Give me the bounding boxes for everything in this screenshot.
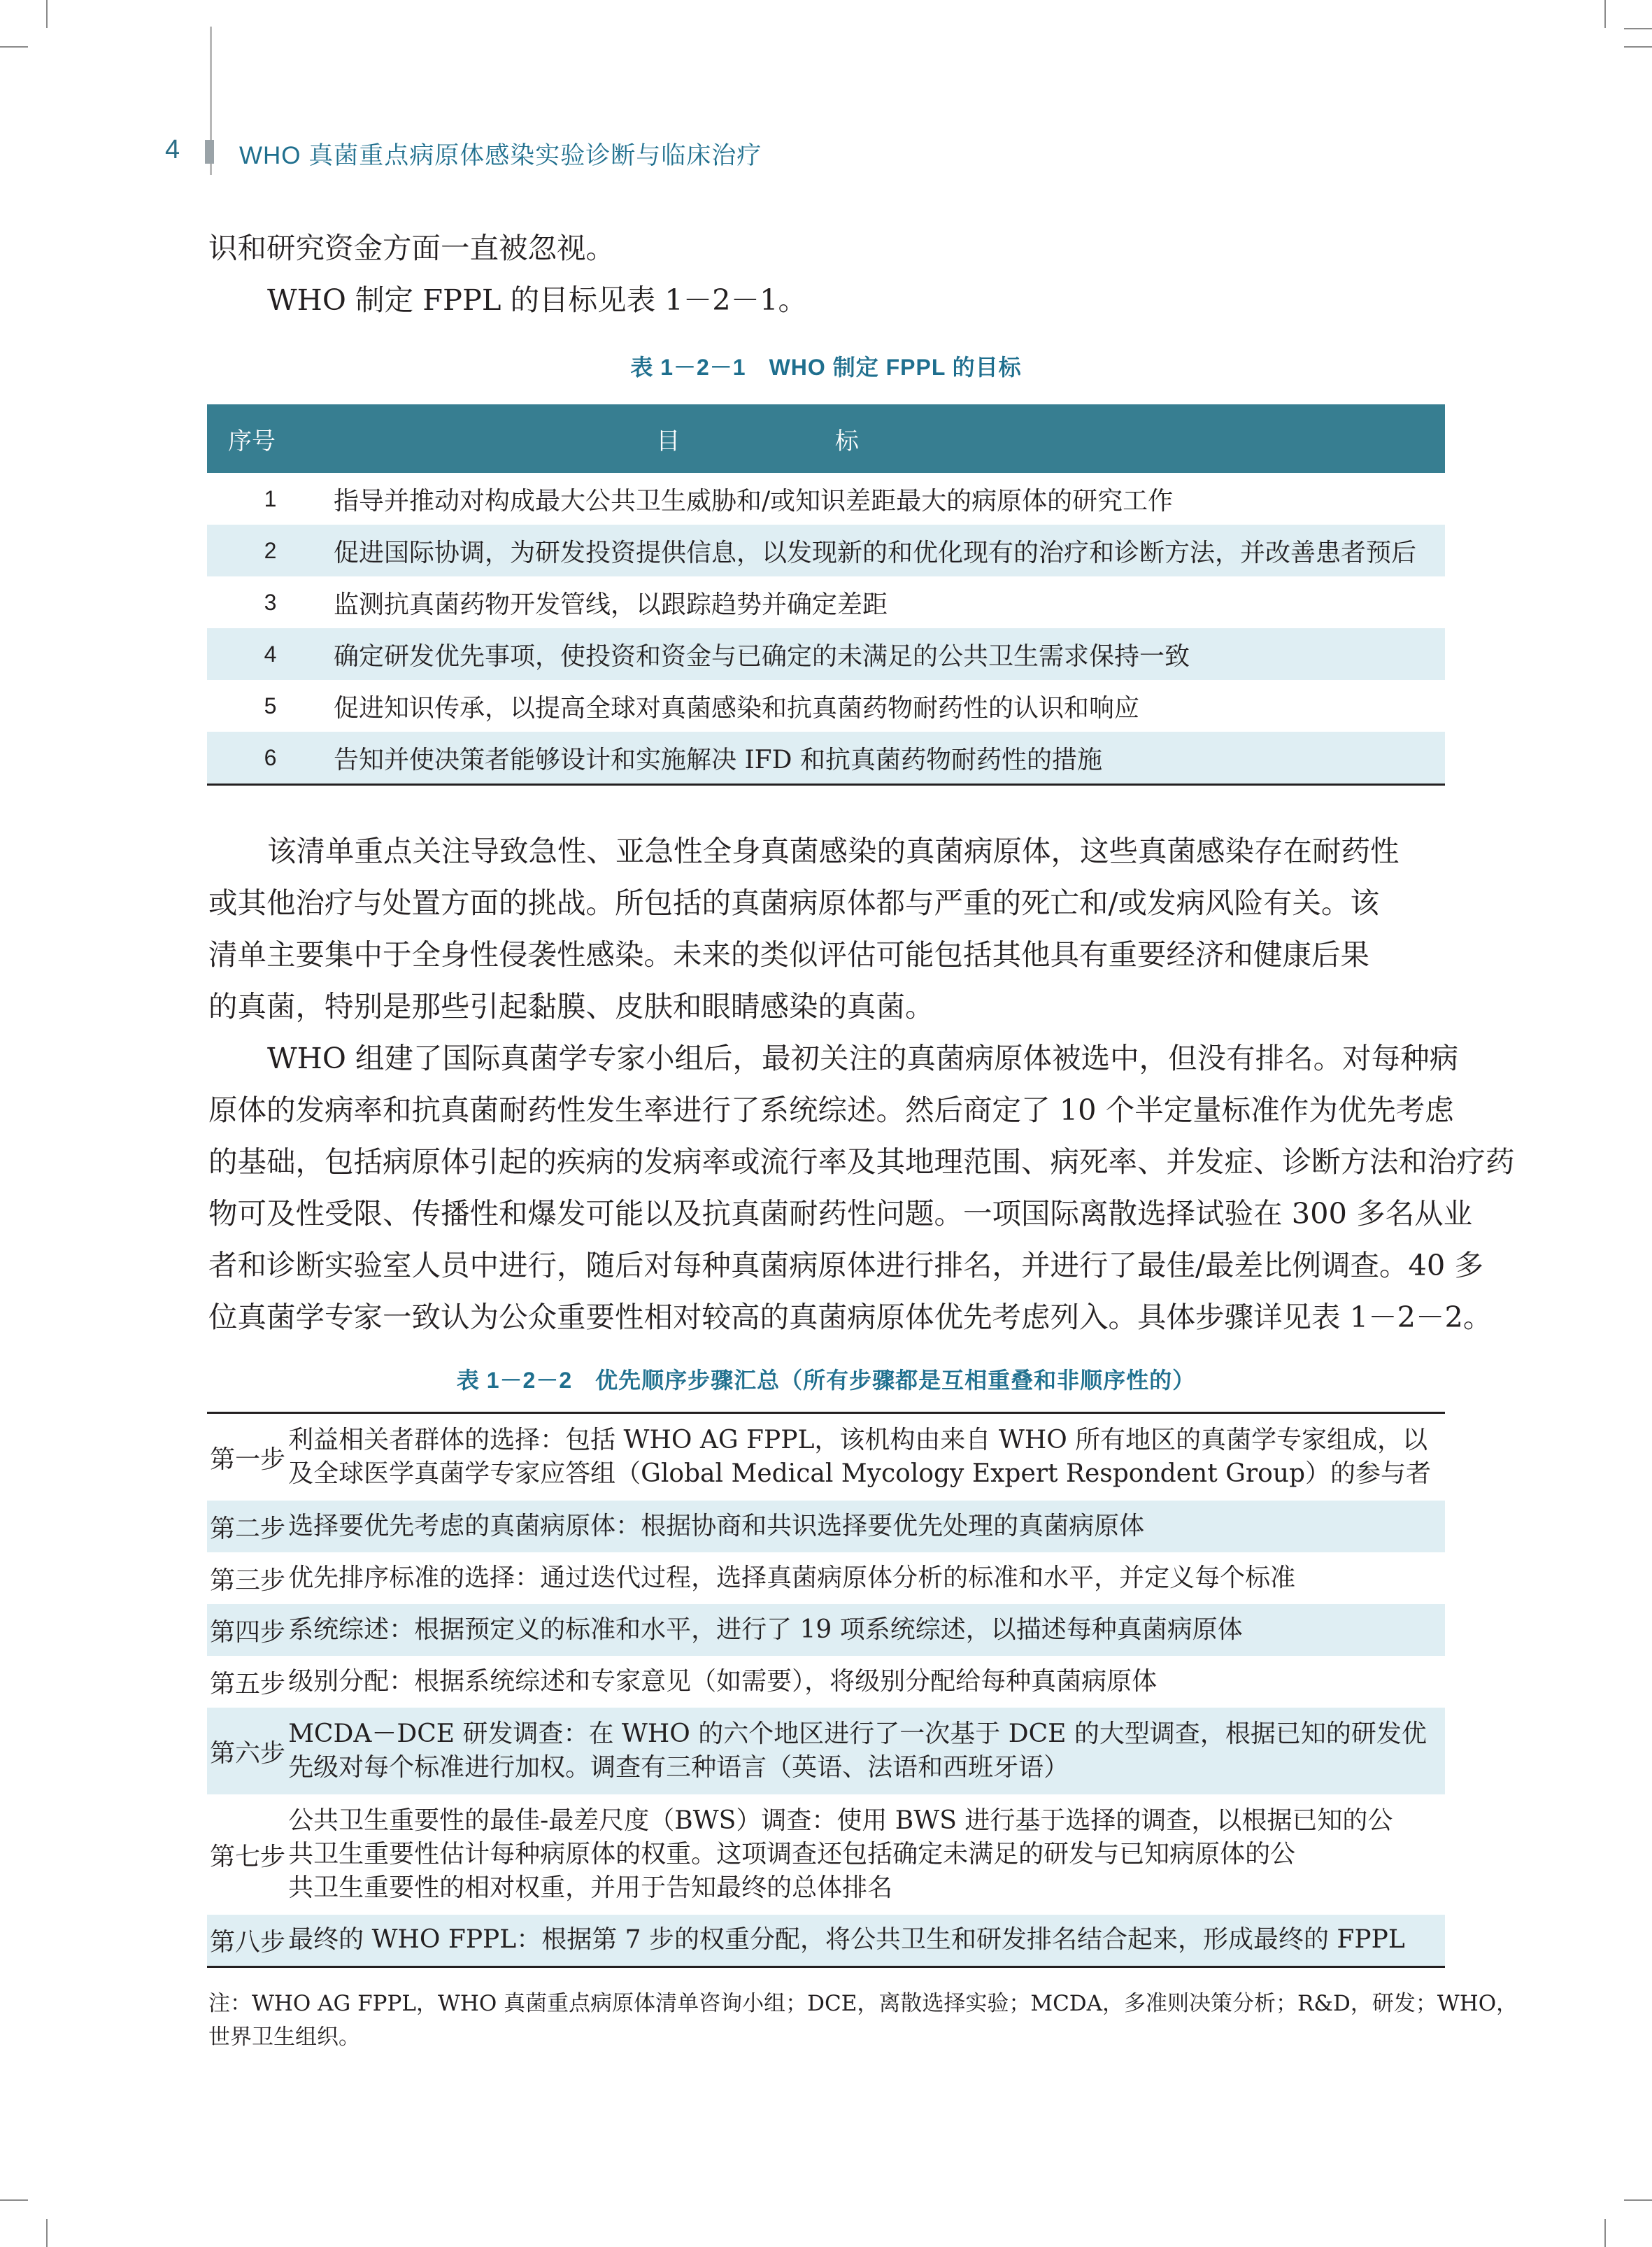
crop-mark	[46, 2219, 48, 2247]
table-row	[207, 732, 1445, 785]
goal-header-char: 目	[656, 427, 681, 455]
row-text: 指导并推动对构成最大公共卫生威胁和/或知识差距最大的病原体的研究工作	[334, 486, 1174, 516]
step-description	[288, 1656, 1445, 1708]
text-line: 及全球医学真菌学专家应答组（Global Medical Mycology Expert Respondent Group）的参与者	[288, 1459, 1431, 1488]
step-description	[288, 1604, 1445, 1656]
row-number: 3	[264, 589, 277, 615]
table2-caption: 表 1－2－2 优先顺序步骤汇总（所有步骤都是互相重叠和非顺序性的）	[456, 1368, 1196, 1393]
step-label: 第一步	[210, 1445, 286, 1474]
table-row	[207, 1552, 1445, 1604]
body-paragraph-2	[208, 1033, 1515, 1343]
text-line: 的真菌，特别是那些引起黏膜、皮肤和眼睛感染的真菌。	[208, 989, 934, 1023]
step-description	[288, 1552, 1445, 1604]
text-line: 级别分配：根据系统综述和专家意见（如需要），将级别分配给每种真菌病原体	[288, 1667, 1158, 1696]
table2-note	[208, 1987, 1518, 2054]
row-text: 监测抗真菌药物开发管线，以跟踪趋势并确定差距	[334, 590, 888, 619]
crop-mark	[1604, 0, 1606, 28]
step-label: 第二步	[207, 1501, 288, 1552]
text-line: 者和诊断实验室人员中进行，随后对每种真菌病原体进行排名，并进行了最佳/最差比例调查。40 多	[208, 1248, 1483, 1282]
table-row	[207, 1915, 1445, 1966]
intro-paragraph	[208, 222, 1448, 326]
row-number: 1	[264, 485, 277, 511]
table-row	[207, 576, 1445, 628]
table-row	[207, 1414, 1445, 1501]
row-number: 2	[207, 525, 334, 576]
text-line: 共卫生重要性的相对权重，并用于告知最终的总体排名	[288, 1873, 893, 1902]
step-description	[288, 1501, 1445, 1552]
crop-mark	[1604, 2219, 1606, 2247]
text-line: 的基础，包括病原体引起的疾病的发病率或流行率及其地理范围、病死率、并发症、诊断方法和治疗药	[208, 1144, 1515, 1179]
table-row	[207, 1656, 1445, 1708]
crop-mark	[0, 46, 28, 48]
column-header-no: 序号	[207, 404, 334, 473]
note-line: 世界卫生组织。	[208, 2025, 360, 2050]
text-line: 利益相关者群体的选择：包括 WHO AG FPPL，该机构由来自 WHO 所有地区的真菌学专家组成，以	[288, 1426, 1428, 1454]
crop-mark	[1624, 2199, 1652, 2201]
crop-mark	[1624, 46, 1652, 48]
row-text: 告知并使决策者能够设计和实施解决 IFD 和抗真菌药物耐药性的措施	[334, 732, 1445, 785]
table-row	[207, 473, 1445, 525]
row-text: 确定研发优先事项，使投资和资金与已确定的未满足的公共卫生需求保持一致	[334, 628, 1445, 680]
text-line: 或其他治疗与处置方面的挑战。所包括的真菌病原体都与严重的死亡和/或发病风险有关。该	[208, 886, 1379, 920]
page-number: 4	[165, 135, 180, 164]
text-line: 物可及性受限、传播性和爆发可能以及抗真菌耐药性问题。一项国际离散选择试验在 300 多名从业	[208, 1196, 1473, 1231]
text-line: 共卫生重要性估计每种病原体的权重。这项调查还包括确定未满足的研发与已知病原体的公	[288, 1840, 1296, 1869]
table-row	[207, 628, 1445, 680]
column-header-goal	[334, 404, 1445, 473]
text-line: 先级对每个标准进行加权。调查有三种语言（英语、法语和西班牙语）	[288, 1753, 1069, 1782]
text-line: WHO 组建了国际真菌学专家小组后，最初关注的真菌病原体被选中，但没有排名。对每种病	[267, 1041, 1459, 1075]
row-text: 促进国际协调，为研发投资提供信息，以发现新的和优化现有的治疗和诊断方法，并改善患者预后	[334, 525, 1445, 576]
goal-header-char: 标	[834, 427, 859, 455]
table-row	[207, 1501, 1445, 1552]
step-label: 第四步	[207, 1604, 288, 1656]
step-label: 第八步	[207, 1915, 288, 1966]
header-marker	[205, 140, 214, 164]
step-description	[288, 1414, 1445, 1501]
step-label: 第七步	[210, 1842, 286, 1871]
table-row	[207, 1708, 1445, 1794]
text-line: 该清单重点关注导致急性、亚急性全身真菌感染的真菌病原体，这些真菌感染存在耐药性	[267, 834, 1400, 868]
text-line: 选择要优先考虑的真菌病原体：根据协商和共识选择要优先处理的真菌病原体	[288, 1512, 1145, 1540]
text-line: 识和研究资金方面一直被忽视。	[208, 231, 615, 265]
row-text: 促进知识传承，以提高全球对真菌感染和抗真菌药物耐药性的认识和响应	[334, 693, 1140, 723]
step-description	[288, 1708, 1445, 1794]
text-line: 位真菌学专家一致认为公众重要性相对较高的真菌病原体优先考虑列入。具体步骤详见表 1－2－2。	[208, 1300, 1493, 1334]
text-line: 公共卫生重要性的最佳-最差尺度（BWS）调查：使用 BWS 进行基于选择的调查，以根据已知的公	[288, 1806, 1393, 1835]
step-label: 第五步	[210, 1669, 286, 1699]
step-label: 第六步	[207, 1708, 288, 1794]
crop-mark	[0, 2199, 28, 2201]
row-number: 6	[207, 732, 334, 785]
text-line: WHO 制定 FPPL 的目标见表 1－2－1。	[267, 283, 808, 317]
table-row	[207, 680, 1445, 732]
text-line: 最终的 WHO FPPL：根据第 7 步的权重分配，将公共卫生和研发排名结合起来，形成最终的 FPPL	[288, 1925, 1405, 1955]
table-row	[207, 1604, 1445, 1656]
step-description	[288, 1915, 1445, 1966]
table-row	[207, 525, 1445, 576]
table1	[207, 404, 1445, 786]
text-line: MCDA－DCE 研发调查：在 WHO 的六个地区进行了一次基于 DCE 的大型调查，根据已知的研发优	[288, 1720, 1427, 1748]
running-title: WHO 真菌重点病原体感染实验诊断与临床治疗	[239, 142, 762, 169]
text-line: 系统综述：根据预定义的标准和水平，进行了 19 项系统综述，以描述每种真菌病原体	[288, 1615, 1243, 1644]
row-number: 5	[264, 693, 277, 718]
text-line: 优先排序标准的选择：通过迭代过程，选择真菌病原体分析的标准和水平，并定义每个标准	[288, 1564, 1296, 1592]
table-header-row	[207, 404, 1445, 473]
crop-mark	[1624, 28, 1652, 29]
table-row	[207, 1794, 1445, 1915]
text-line: 原体的发病率和抗真菌耐药性发生率进行了系统综述。然后商定了 10 个半定量标准作为优先考虑	[208, 1093, 1454, 1127]
table2	[207, 1414, 1445, 1968]
body-paragraph-1	[208, 825, 1448, 1033]
note-line: 注：WHO AG FPPL，WHO 真菌重点病原体清单咨询小组；DCE，离散选择实验；MCDA，多准则决策分析；R&D，研发；WHO，	[208, 1991, 1518, 2016]
row-number: 4	[207, 628, 334, 680]
crop-mark	[46, 0, 48, 28]
step-description	[288, 1794, 1445, 1915]
text-line: 清单主要集中于全身性侵袭性感染。未来的类似评估可能包括其他具有重要经济和健康后果	[208, 937, 1370, 972]
table1-caption: 表 1－2－1 WHO 制定 FPPL 的目标	[630, 355, 1022, 380]
step-label: 第三步	[210, 1566, 286, 1595]
